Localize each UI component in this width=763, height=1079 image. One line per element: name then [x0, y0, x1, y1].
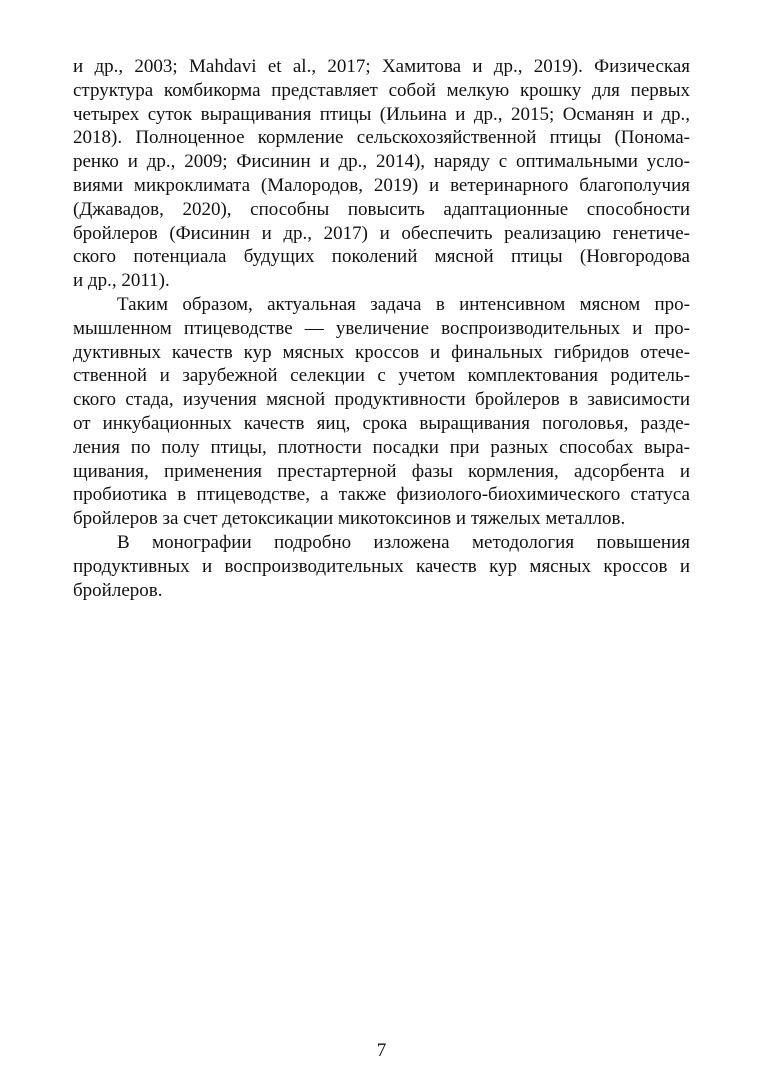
page-number: 7 [376, 1040, 387, 1061]
text-body [73, 55, 690, 602]
paragraph-3 [73, 531, 690, 602]
text-line: дуктивных качеств кур мясных кроссов и финальных гибридов отече- [73, 341, 690, 363]
text-line: мышленном птицеводстве — увеличение воспроизводительных и про- [73, 317, 690, 339]
paragraph-1 [73, 55, 690, 293]
text-line: четырех суток выращивания птицы (Ильина и др., 2015; Османян и др., [73, 103, 690, 125]
text-line: ления по полу птицы, плотности посадки при разных способах выра- [73, 436, 690, 458]
text-line: и др., 2003; Mahdavi et al., 2017; Хамитова и др., 2019). Физическая [73, 56, 690, 77]
text-line: структура комбикорма представляет собой мелкую крошку для первых [73, 79, 690, 101]
text-line: ственной и зарубежной селекции с учетом комплектования родитель- [73, 365, 690, 387]
paragraph-2 [73, 293, 690, 531]
text-line: ского потенциала будущих поколений мясной птицы (Новгородова [73, 246, 690, 268]
text-line: ренко и др., 2009; Фисинин и др., 2014), наряду с оптимальными усло- [73, 151, 690, 173]
text-line: от инкубационных качеств яиц, срока выращивания поголовья, разде- [73, 412, 690, 434]
text-line: и др., 2011). [73, 270, 170, 292]
text-line: В монографии подробно изложена методология повышения [117, 531, 690, 553]
text-line: виями микроклимата (Малородов, 2019) и ветеринарного благополучия [73, 174, 690, 196]
text-line: бройлеров. [73, 579, 163, 601]
text-line: Таким образом, актуальная задача в интенсивном мясном про- [117, 293, 690, 315]
text-line: щивания, применения престартерной фазы кормления, адсорбента и [73, 460, 690, 482]
text-line: продуктивных и воспроизводительных качеств кур мясных кроссов и [73, 555, 690, 577]
text-line: бройлеров (Фисинин и др., 2017) и обеспечить реализацию генетиче- [73, 222, 690, 244]
text-line: пробиотика в птицеводстве, а также физиолого-биохимического статуса [73, 484, 690, 506]
text-line: 2018). Полноценное кормление сельскохозяйственной птицы (Понома- [73, 127, 690, 149]
text-line: ского стада, изучения мясной продуктивности бройлеров в зависимости [73, 389, 690, 411]
text-line: (Джавадов, 2020), способны повысить адаптационные способности [73, 198, 690, 220]
text-line: бройлеров за счет детоксикации микотоксинов и тяжелых металлов. [73, 508, 626, 530]
